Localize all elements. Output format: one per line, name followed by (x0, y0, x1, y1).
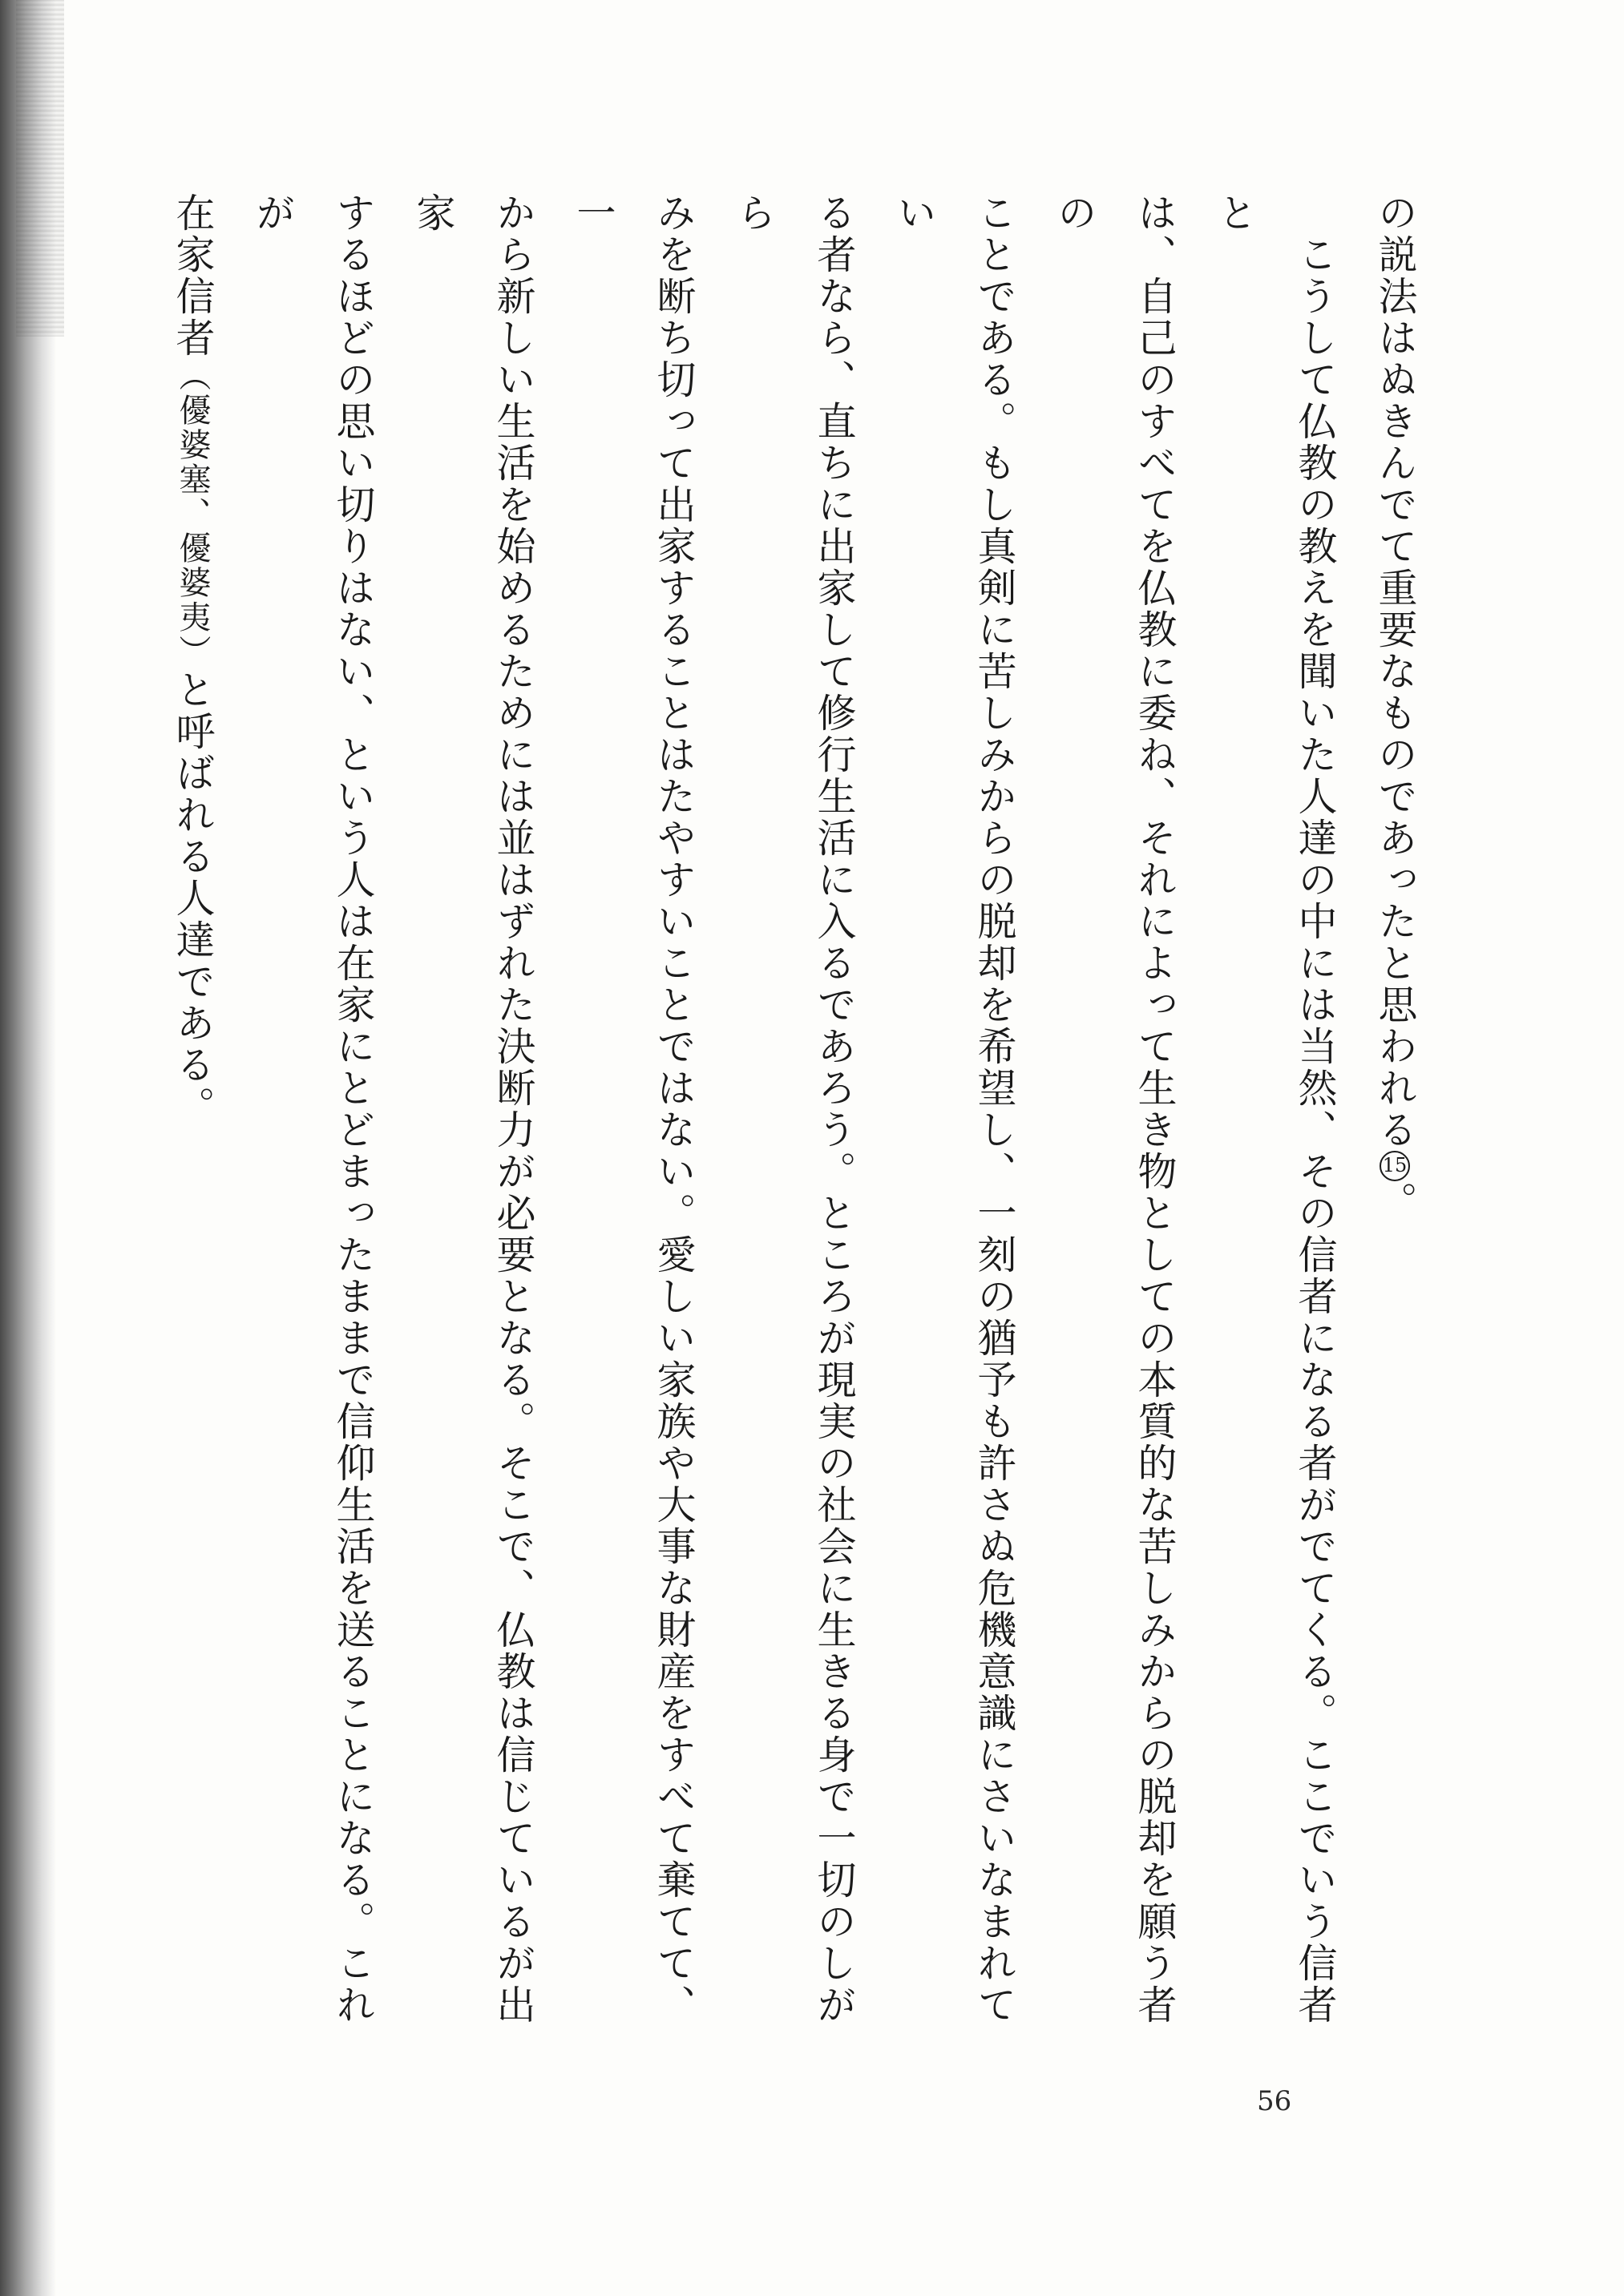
text-column (1355, 192, 1435, 2060)
vertical-text-body (120, 192, 1435, 2060)
parenthetical-note: （優婆塞、優婆夷） (174, 359, 211, 669)
page-number: 56 (1257, 2085, 1292, 2117)
text-column: こうして仏教の教えを聞いた人達の中には当然、その信者になる者がでてくる。ここでいう信者と (1212, 192, 1338, 2026)
column-text: 在家信者 (170, 192, 216, 359)
text-column: みを断ち切って出家することはたやすいことではない。愛しい家族や大事な財産をすべて棄てて、一 (571, 192, 697, 2026)
text-column: ことである。もし真剣に苦しみからの脱却を希望し、一刻の猶予も許さぬ危機意識にさいなまれてい (891, 192, 1017, 2026)
text-column: するほどの思い切りはない、という人は在家にとどまったままで信仰生活を送ることになる。これが (250, 192, 376, 2026)
text-column: から新しい生活を始めるためには並はずれた決断力が必要となる。そこで、仏教は信じているが出家 (410, 192, 536, 2026)
column-text: と呼ばれる人達である。 (170, 669, 216, 1128)
text-column (152, 192, 232, 2060)
column-text: 。 (1372, 1181, 1418, 1223)
column-text: の説法はぬきんでて重要なものであったと思われる (1372, 192, 1418, 1151)
section-heading (0, 192, 32, 2060)
text-column: は、自己のすべてを仏教に委ね、それによって生き物としての本質的な苦しみからの脱却を願う者の (1052, 192, 1178, 2026)
text-column: る者なら、直ちに出家して修行生活に入るであろう。ところが現実の社会に生きる身で一切のしがら (731, 192, 857, 2026)
footnote-marker: 15 (1380, 1151, 1410, 1181)
